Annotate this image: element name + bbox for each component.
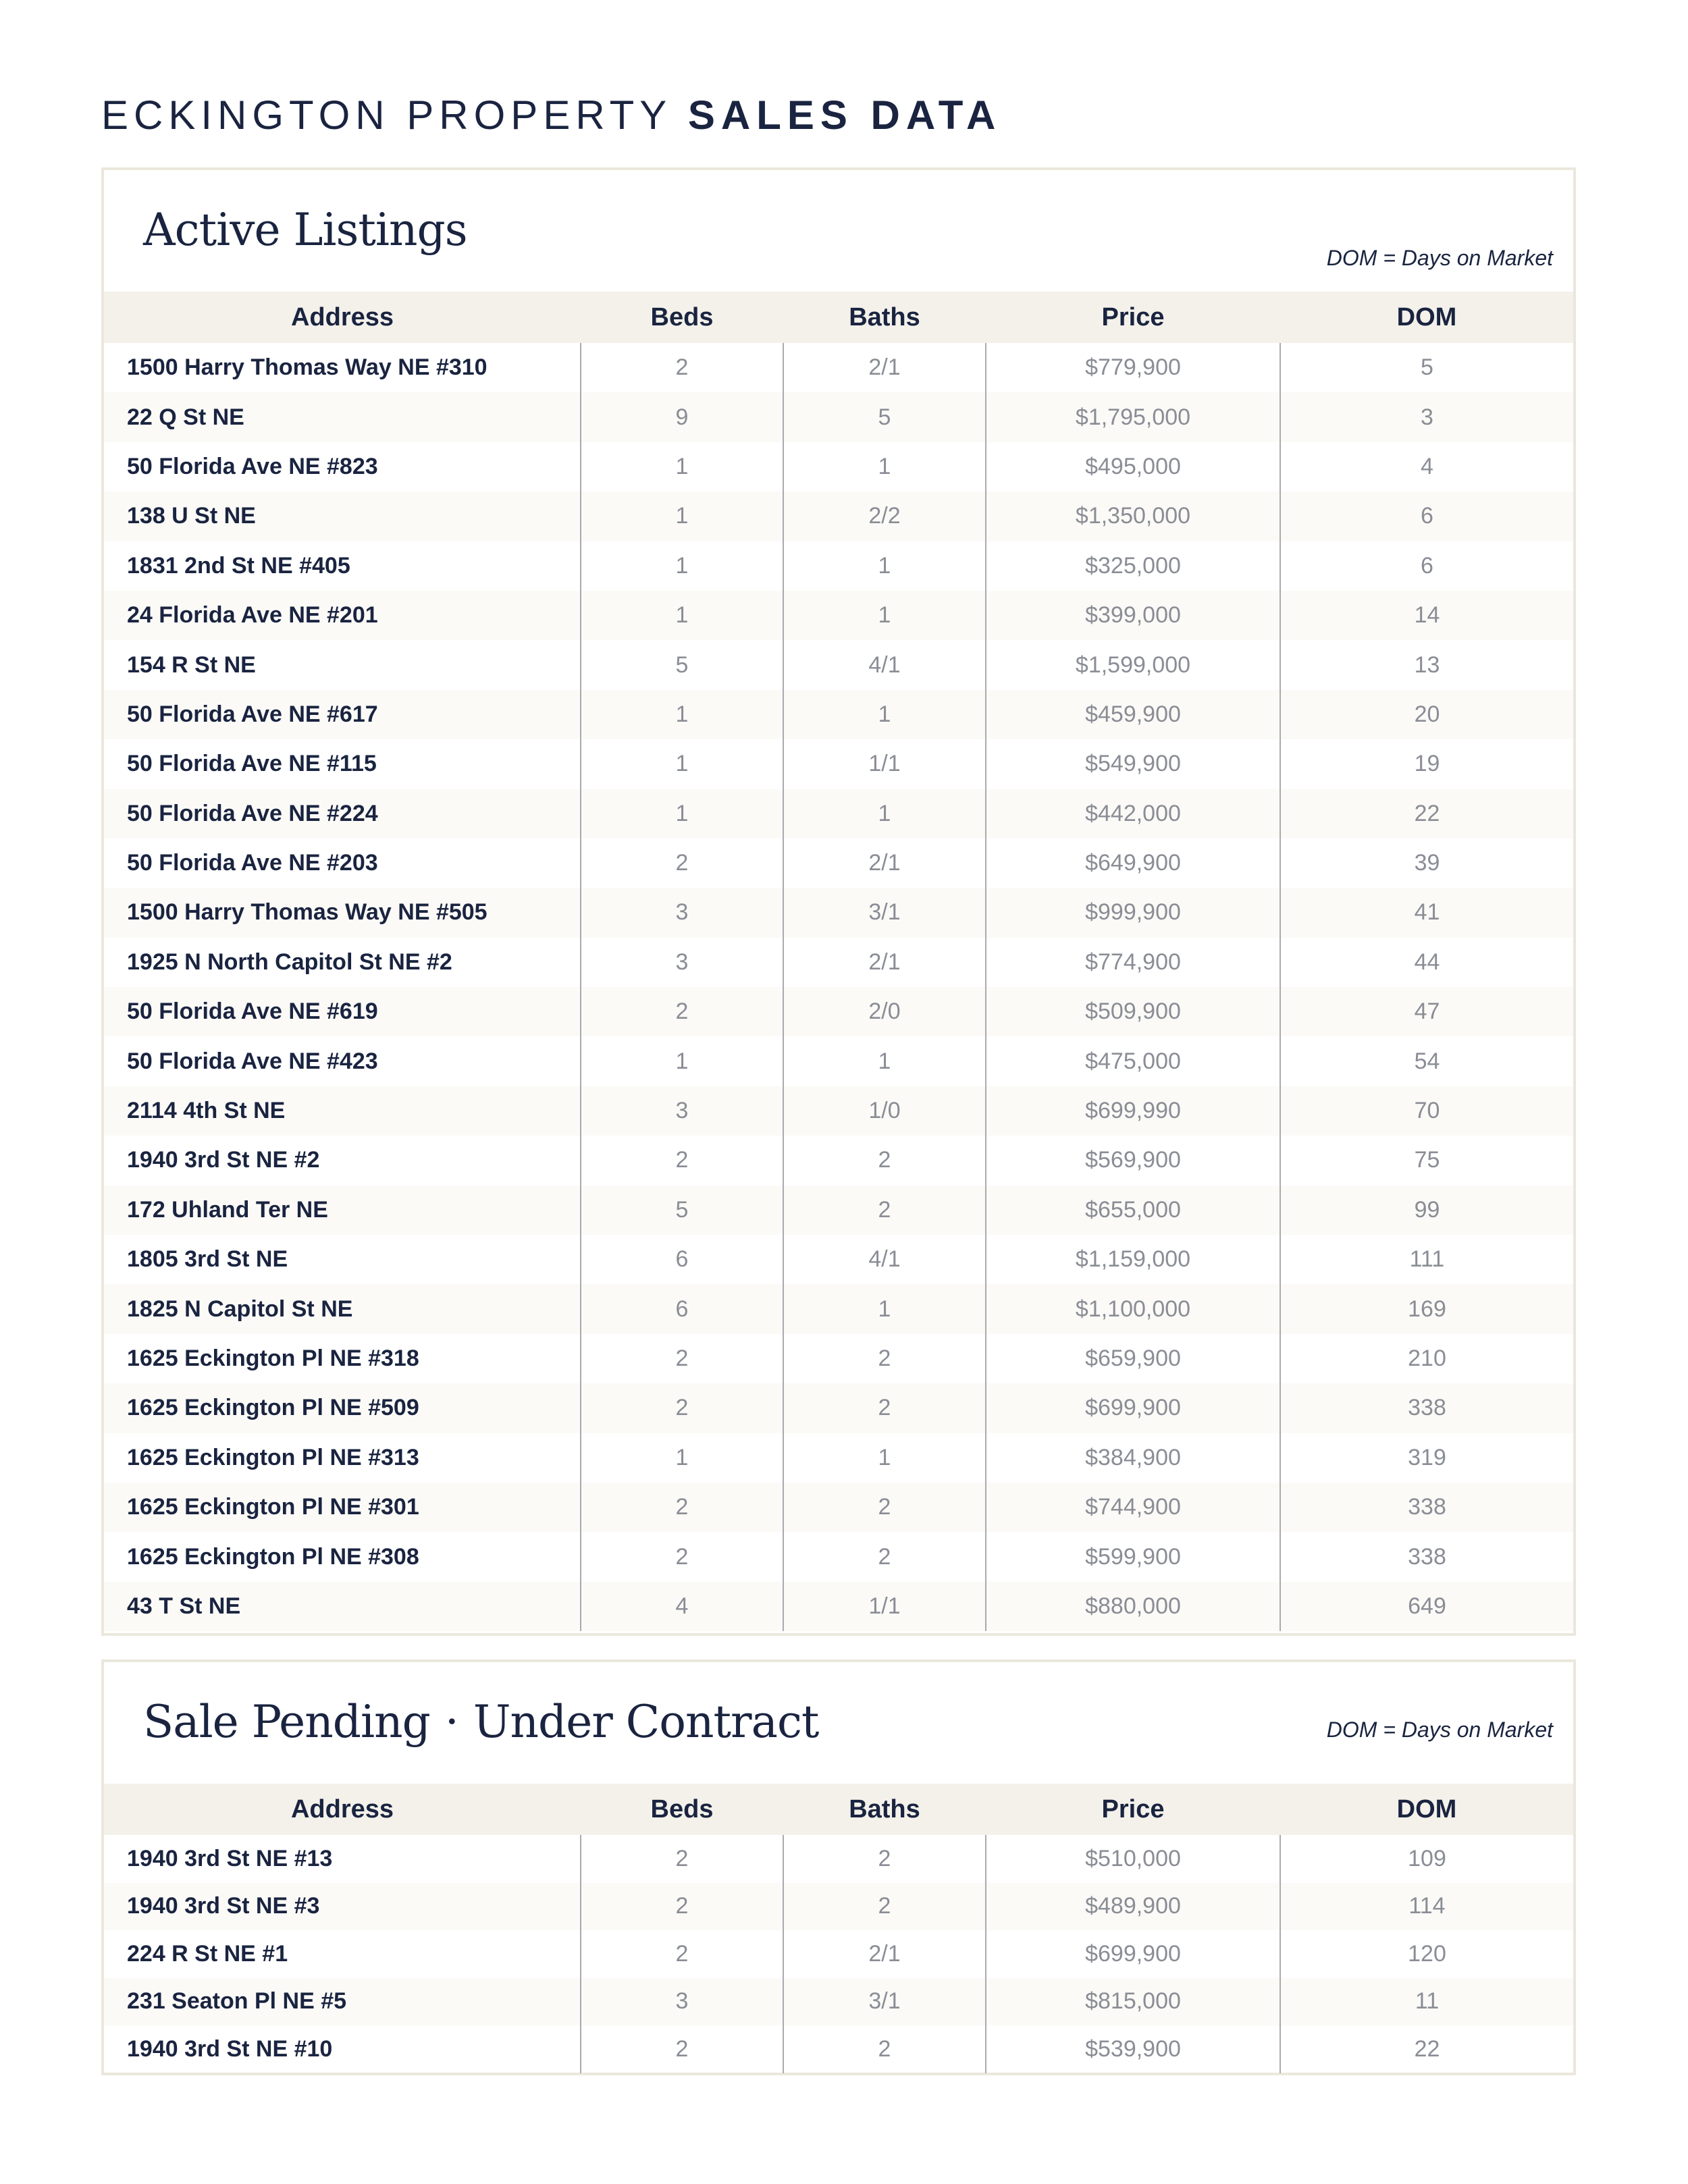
table-row bbox=[104, 541, 1573, 591]
cell-address: 50 Florida Ave NE #619 bbox=[104, 987, 581, 1036]
cell-address: 154 R St NE bbox=[127, 651, 256, 678]
column-header-baths: Baths bbox=[783, 292, 986, 343]
cell-baths: 3/1 bbox=[783, 888, 986, 937]
cell-baths: 2 bbox=[783, 1483, 986, 1532]
cell-baths: 2/1 bbox=[783, 838, 986, 888]
table-row bbox=[104, 838, 1573, 888]
cell-dom: 22 bbox=[1280, 2025, 1573, 2073]
cell-beds: 3 bbox=[581, 888, 783, 937]
cell-price: $489,900 bbox=[986, 1883, 1280, 1931]
cell-dom: 120 bbox=[1280, 1930, 1573, 1978]
cell-address: 50 Florida Ave NE #224 bbox=[104, 789, 581, 838]
table-row bbox=[104, 392, 1573, 442]
active-listings-title: Active Listings bbox=[143, 204, 467, 256]
cell-dom: 338 bbox=[1280, 1383, 1573, 1433]
cell-dom: 649 bbox=[1280, 1582, 1573, 1631]
table-row bbox=[104, 491, 1573, 541]
cell-beds: 1 bbox=[581, 690, 783, 739]
cell-beds: 1 bbox=[581, 541, 783, 591]
cell-price: $599,900 bbox=[986, 1532, 1280, 1581]
cell-price: $1,100,000 bbox=[986, 1284, 1280, 1333]
cell-dom: 99 bbox=[1280, 1186, 1573, 1235]
column-header-baths: Baths bbox=[783, 1784, 986, 1835]
cell-price: $699,990 bbox=[986, 1086, 1280, 1136]
cell-price: $649,900 bbox=[986, 838, 1280, 888]
cell-price: $539,900 bbox=[986, 2025, 1280, 2073]
cell-address: 231 Seaton Pl NE #5 bbox=[104, 1978, 581, 2026]
cell-address: 1625 Eckington Pl NE #308 bbox=[127, 1543, 419, 1570]
cell-dom: 44 bbox=[1280, 938, 1573, 987]
table-row bbox=[104, 1383, 1573, 1433]
cell-dom: 13 bbox=[1280, 640, 1573, 689]
cell-price: $549,900 bbox=[986, 739, 1280, 789]
cell-dom: 3 bbox=[1280, 392, 1573, 442]
dom-note: DOM = Days on Market bbox=[1326, 1717, 1553, 1742]
column-header-address: Address bbox=[104, 1784, 581, 1835]
cell-dom: 109 bbox=[1280, 1835, 1573, 1883]
table-row bbox=[104, 1582, 1573, 1631]
cell-baths: 1/1 bbox=[783, 739, 986, 789]
table-row bbox=[104, 938, 1573, 987]
cell-price: $699,900 bbox=[986, 1930, 1280, 1978]
sale-pending-title-b: Under Contract bbox=[473, 1696, 819, 1748]
table-row bbox=[104, 1930, 1573, 1978]
cell-dom: 19 bbox=[1280, 739, 1573, 789]
table-row bbox=[104, 888, 1573, 937]
cell-baths: 2 bbox=[783, 1136, 986, 1185]
cell-beds: 2 bbox=[581, 1883, 783, 1931]
cell-dom: 169 bbox=[1280, 1284, 1573, 1333]
sale-pending-table bbox=[104, 1784, 1573, 2073]
cell-beds: 6 bbox=[581, 1284, 783, 1333]
cell-beds: 2 bbox=[581, 2025, 783, 2073]
cell-address: 138 U St NE bbox=[104, 491, 581, 541]
cell-dom: 14 bbox=[1280, 591, 1573, 640]
cell-baths: 1 bbox=[783, 591, 986, 640]
cell-price: $744,900 bbox=[986, 1483, 1280, 1532]
cell-beds: 3 bbox=[581, 938, 783, 987]
sale-pending-title-a: Sale Pending bbox=[143, 1696, 430, 1748]
title-separator: · bbox=[444, 1696, 458, 1748]
cell-baths: 2/1 bbox=[783, 343, 986, 392]
cell-address: 1500 Harry Thomas Way NE #505 bbox=[104, 888, 581, 937]
dom-note: DOM = Days on Market bbox=[1326, 246, 1553, 270]
column-header-beds: Beds bbox=[581, 1784, 783, 1835]
cell-beds: 1 bbox=[581, 789, 783, 838]
table-row bbox=[104, 1433, 1573, 1483]
cell-address: 1625 Eckington Pl NE #318 bbox=[127, 1346, 419, 1371]
cell-beds: 1 bbox=[581, 1036, 783, 1086]
table-row bbox=[104, 1883, 1573, 1931]
cell-address: 1831 2nd St NE #405 bbox=[127, 552, 350, 579]
cell-baths: 3/1 bbox=[783, 1978, 986, 2026]
table-row bbox=[104, 1284, 1573, 1333]
cell-beds: 2 bbox=[581, 1383, 783, 1433]
cell-baths: 1/0 bbox=[783, 1086, 986, 1136]
cell-address: 1925 N North Capitol St NE #2 bbox=[127, 949, 452, 975]
cell-price: $999,900 bbox=[986, 888, 1280, 937]
cell-address: 2114 4th St NE bbox=[104, 1086, 581, 1136]
cell-dom: 54 bbox=[1280, 1036, 1573, 1086]
cell-baths: 1 bbox=[783, 1284, 986, 1333]
cell-beds: 2 bbox=[581, 1334, 783, 1383]
cell-address: 24 Florida Ave NE #201 bbox=[104, 591, 581, 640]
cell-dom: 338 bbox=[1280, 1532, 1573, 1581]
cell-address: 1500 Harry Thomas Way NE #310 bbox=[127, 354, 487, 381]
page-title-light: ECKINGTON PROPERTY bbox=[101, 92, 672, 138]
table-row bbox=[104, 987, 1573, 1036]
table-row bbox=[104, 789, 1573, 838]
sale-pending-title bbox=[143, 1696, 818, 1748]
cell-beds: 6 bbox=[581, 1235, 783, 1284]
table-row bbox=[104, 1334, 1573, 1383]
cell-beds: 9 bbox=[581, 392, 783, 442]
cell-price: $509,900 bbox=[986, 987, 1280, 1036]
cell-dom: 41 bbox=[1280, 888, 1573, 937]
cell-price: $880,000 bbox=[986, 1582, 1280, 1631]
page-title bbox=[101, 92, 1001, 138]
cell-price: $1,350,000 bbox=[986, 491, 1280, 541]
cell-baths: 1 bbox=[783, 442, 986, 491]
active-listings-panel bbox=[101, 167, 1576, 1636]
cell-baths: 1 bbox=[783, 690, 986, 739]
cell-address: 50 Florida Ave NE #617 bbox=[104, 690, 581, 739]
cell-dom: 6 bbox=[1280, 541, 1573, 591]
cell-address: 224 R St NE #1 bbox=[127, 1940, 288, 1967]
cell-price: $774,900 bbox=[986, 938, 1280, 987]
cell-beds: 1 bbox=[581, 739, 783, 789]
cell-price: $1,795,000 bbox=[986, 392, 1280, 442]
cell-beds: 2 bbox=[581, 1483, 783, 1532]
cell-baths: 5 bbox=[783, 392, 986, 442]
cell-beds: 1 bbox=[581, 442, 783, 491]
cell-dom: 70 bbox=[1280, 1086, 1573, 1136]
cell-baths: 2 bbox=[783, 1186, 986, 1235]
cell-baths: 1/1 bbox=[783, 1582, 986, 1631]
table-row bbox=[104, 690, 1573, 739]
cell-price: $659,900 bbox=[986, 1334, 1280, 1383]
cell-price: $384,900 bbox=[986, 1433, 1280, 1483]
table-row bbox=[104, 1483, 1573, 1532]
cell-baths: 2/1 bbox=[783, 1930, 986, 1978]
table-row bbox=[104, 1835, 1573, 1883]
cell-price: $510,000 bbox=[986, 1835, 1280, 1883]
cell-baths: 1 bbox=[783, 1036, 986, 1086]
cell-beds: 1 bbox=[581, 491, 783, 541]
cell-dom: 338 bbox=[1280, 1483, 1573, 1532]
cell-address: 1940 3rd St NE #2 bbox=[127, 1147, 320, 1173]
cell-price: $569,900 bbox=[986, 1136, 1280, 1185]
table-row bbox=[104, 1186, 1573, 1235]
cell-baths: 1 bbox=[783, 1433, 986, 1483]
cell-beds: 1 bbox=[581, 1433, 783, 1483]
table-row bbox=[104, 343, 1573, 392]
cell-price: $1,599,000 bbox=[986, 640, 1280, 689]
cell-price: $655,000 bbox=[986, 1186, 1280, 1235]
cell-dom: 4 bbox=[1280, 442, 1573, 491]
cell-address: 1825 N Capitol St NE bbox=[104, 1284, 581, 1333]
cell-dom: 22 bbox=[1280, 789, 1573, 838]
column-header-address: Address bbox=[104, 292, 581, 343]
cell-address: 50 Florida Ave NE #423 bbox=[127, 1048, 378, 1074]
column-header-dom: DOM bbox=[1280, 292, 1573, 343]
cell-address: 1940 3rd St NE #13 bbox=[127, 1845, 333, 1871]
cell-dom: 5 bbox=[1280, 343, 1573, 392]
cell-beds: 3 bbox=[581, 1086, 783, 1136]
cell-beds: 1 bbox=[581, 591, 783, 640]
cell-beds: 2 bbox=[581, 343, 783, 392]
cell-baths: 1 bbox=[783, 541, 986, 591]
cell-dom: 47 bbox=[1280, 987, 1573, 1036]
cell-address: 50 Florida Ave NE #823 bbox=[127, 453, 378, 479]
cell-beds: 5 bbox=[581, 1186, 783, 1235]
cell-dom: 6 bbox=[1280, 491, 1573, 541]
cell-baths: 2 bbox=[783, 1532, 986, 1581]
cell-address: 1805 3rd St NE bbox=[127, 1246, 288, 1273]
cell-beds: 2 bbox=[581, 987, 783, 1036]
table-row bbox=[104, 1978, 1573, 2026]
cell-price: $459,900 bbox=[986, 690, 1280, 739]
cell-address: 43 T St NE bbox=[104, 1582, 581, 1631]
column-header-price: Price bbox=[986, 292, 1280, 343]
cell-price: $779,900 bbox=[986, 343, 1280, 392]
cell-price: $399,000 bbox=[986, 591, 1280, 640]
cell-price: $475,000 bbox=[986, 1036, 1280, 1086]
sale-pending-panel bbox=[101, 1659, 1576, 2075]
cell-address: 1625 Eckington Pl NE #509 bbox=[104, 1383, 581, 1433]
cell-beds: 2 bbox=[581, 1835, 783, 1883]
cell-baths: 2 bbox=[783, 1334, 986, 1383]
table-header-row bbox=[104, 292, 1573, 343]
cell-baths: 2/0 bbox=[783, 987, 986, 1036]
cell-address: 50 Florida Ave NE #115 bbox=[127, 751, 377, 777]
cell-price: $442,000 bbox=[986, 789, 1280, 838]
cell-address: 1940 3rd St NE #10 bbox=[127, 2035, 333, 2062]
cell-beds: 2 bbox=[581, 1136, 783, 1185]
cell-dom: 11 bbox=[1280, 1978, 1573, 2026]
cell-beds: 5 bbox=[581, 640, 783, 689]
cell-dom: 20 bbox=[1280, 690, 1573, 739]
cell-baths: 2 bbox=[783, 1883, 986, 1931]
table-row bbox=[104, 1086, 1573, 1136]
cell-dom: 114 bbox=[1280, 1883, 1573, 1931]
cell-dom: 210 bbox=[1280, 1334, 1573, 1383]
cell-baths: 2 bbox=[783, 2025, 986, 2073]
cell-price: $1,159,000 bbox=[986, 1235, 1280, 1284]
cell-baths: 1 bbox=[783, 789, 986, 838]
cell-baths: 2 bbox=[783, 1835, 986, 1883]
cell-address: 1940 3rd St NE #3 bbox=[104, 1883, 581, 1931]
cell-dom: 75 bbox=[1280, 1136, 1573, 1185]
page-title-bold: SALES DATA bbox=[687, 92, 1002, 138]
cell-beds: 3 bbox=[581, 1978, 783, 2026]
cell-baths: 2/1 bbox=[783, 938, 986, 987]
table-row bbox=[104, 1235, 1573, 1284]
column-header-price: Price bbox=[986, 1784, 1280, 1835]
table-row bbox=[104, 739, 1573, 789]
active-listings-table bbox=[104, 292, 1573, 1631]
cell-beds: 2 bbox=[581, 1930, 783, 1978]
cell-beds: 2 bbox=[581, 838, 783, 888]
cell-beds: 2 bbox=[581, 1532, 783, 1581]
cell-address: 22 Q St NE bbox=[104, 392, 581, 442]
table-header-row bbox=[104, 1784, 1573, 1835]
column-header-beds: Beds bbox=[581, 292, 783, 343]
table-row bbox=[104, 1136, 1573, 1185]
column-header-dom: DOM bbox=[1280, 1784, 1573, 1835]
table-row bbox=[104, 2025, 1573, 2073]
table-row bbox=[104, 1036, 1573, 1086]
cell-price: $495,000 bbox=[986, 442, 1280, 491]
cell-price: $815,000 bbox=[986, 1978, 1280, 2026]
cell-dom: 39 bbox=[1280, 838, 1573, 888]
table-row bbox=[104, 591, 1573, 640]
cell-address: 172 Uhland Ter NE bbox=[104, 1186, 581, 1235]
table-row bbox=[104, 1532, 1573, 1581]
cell-price: $699,900 bbox=[986, 1383, 1280, 1433]
cell-address: 50 Florida Ave NE #203 bbox=[127, 850, 378, 876]
cell-address: 1625 Eckington Pl NE #313 bbox=[127, 1444, 419, 1470]
cell-baths: 2/2 bbox=[783, 491, 986, 541]
table-row bbox=[104, 442, 1573, 491]
table-row bbox=[104, 640, 1573, 689]
cell-baths: 2 bbox=[783, 1383, 986, 1433]
cell-price: $325,000 bbox=[986, 541, 1280, 591]
cell-baths: 4/1 bbox=[783, 1235, 986, 1284]
cell-address: 1625 Eckington Pl NE #301 bbox=[104, 1483, 581, 1532]
active-listings-body bbox=[104, 343, 1573, 1631]
cell-dom: 319 bbox=[1280, 1433, 1573, 1483]
cell-dom: 111 bbox=[1280, 1235, 1573, 1284]
cell-beds: 4 bbox=[581, 1582, 783, 1631]
cell-baths: 4/1 bbox=[783, 640, 986, 689]
sale-pending-body bbox=[104, 1835, 1573, 2073]
